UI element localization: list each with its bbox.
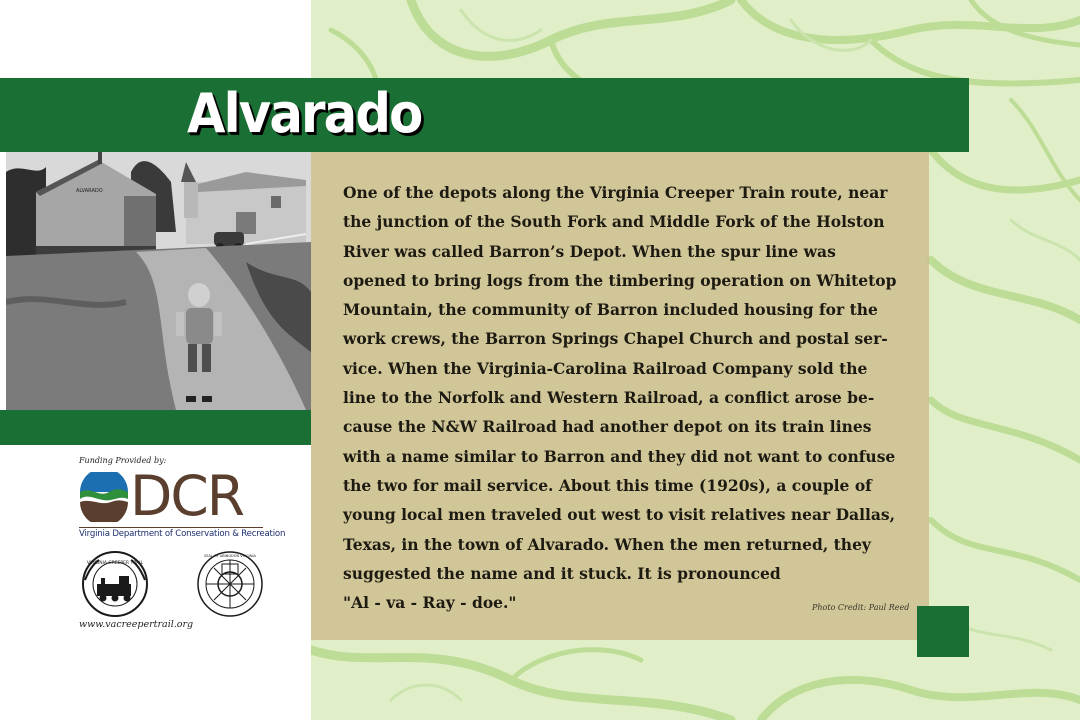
body-line: suggested the name and it stuck. It is pronounced: [343, 563, 781, 583]
body-line: One of the depots along the Virginia Creeper Train route, near: [343, 183, 888, 202]
title-bar: [0, 78, 969, 152]
body-line: opened to bring logs from the timbering operation on Whitetop: [343, 270, 897, 290]
accent-square: [917, 606, 969, 657]
body-line: vice. When the Virginia-Carolina Railroad Company sold the: [343, 358, 868, 378]
body-line: River was called Barron’s Depot. When the spur line was: [343, 241, 836, 261]
website-link[interactable]: www.vacreepertrail.org: [79, 619, 194, 630]
dcr-letters: DCR: [130, 464, 243, 528]
body-line: the two for mail service. About this time (1920s), a couple of: [343, 475, 872, 495]
body-line: line to the Norfolk and Western Railroad, a conflict arose be-: [343, 388, 875, 408]
body-line: cause the N&W Railroad had another depot on its train lines: [343, 417, 872, 437]
dcr-wave-icon: [79, 472, 129, 522]
dcr-logo: [79, 464, 286, 540]
body-line: work crews, the Barron Springs Chapel Church and postal ser-: [343, 329, 888, 349]
funding-label: Funding Provided by:: [79, 456, 167, 465]
dcr-name: Virginia Department of Conservation & Recreation: [79, 529, 286, 539]
body-line: young local men traveled out west to visit relatives near Dallas,: [343, 505, 896, 525]
photo-footer-bar: [0, 410, 311, 445]
body-line: with a name similar to Barron and they did not want to confuse: [343, 446, 896, 466]
abingdon-seal-icon: [196, 550, 264, 618]
body-text: [343, 178, 903, 617]
creeper-trail-seal-icon: [79, 550, 151, 618]
depot-sign: ALVARADO: [76, 188, 103, 194]
sign-title: Alvarado: [187, 82, 422, 145]
photo-credit: Photo Credit: Paul Reed: [812, 603, 910, 612]
seal-2-text: SEAL OF ABINGDON VIRGINIA: [204, 554, 256, 558]
body-line: Texas, in the town of Alvarado. When the men returned, they: [343, 534, 871, 554]
body-line: "Al - va - Ray - doe.": [343, 593, 517, 613]
body-line: Mountain, the community of Barron included housing for the: [343, 300, 878, 320]
body-line: the junction of the South Fork and Middle Fork of the Holston: [343, 212, 885, 232]
seal-1-text: VIRGINIA CREEPER TRAIL: [86, 561, 144, 566]
historic-photo: [6, 152, 311, 410]
